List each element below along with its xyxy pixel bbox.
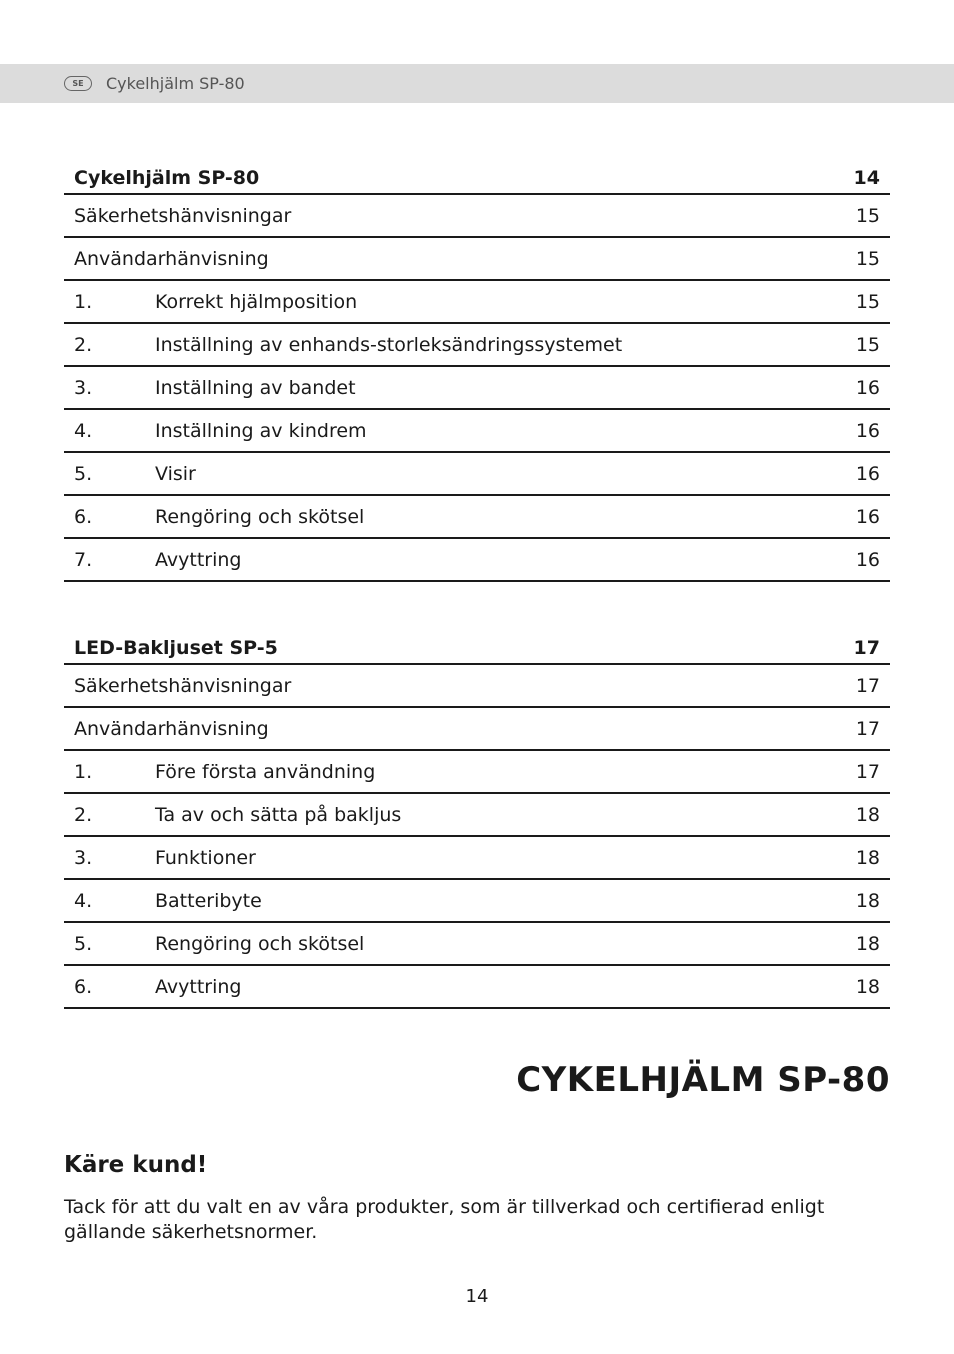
toc-entry-label: Inställning av enhands-storleksändringssystemet bbox=[155, 334, 623, 356]
toc-entry-page: 16 bbox=[855, 463, 880, 485]
toc-entry bbox=[64, 324, 890, 367]
toc-entry bbox=[64, 880, 890, 923]
toc-section-taillight bbox=[64, 625, 890, 1009]
toc-entry-page: 17 bbox=[855, 761, 880, 783]
toc-entry-label: Rengöring och skötsel bbox=[155, 506, 365, 528]
toc-entry bbox=[64, 837, 890, 880]
toc-entry-number: 1. bbox=[74, 291, 93, 313]
toc-entry-label: Inställning av bandet bbox=[155, 377, 356, 399]
toc-section-heading bbox=[64, 155, 890, 195]
toc-entry-page: 16 bbox=[855, 549, 880, 571]
toc-entry-page: 18 bbox=[855, 933, 880, 955]
toc-entry-label: Avyttring bbox=[155, 976, 242, 998]
toc-entry-number: 6. bbox=[74, 506, 93, 528]
toc-entry-page: 15 bbox=[855, 205, 880, 227]
toc-entry bbox=[64, 367, 890, 410]
toc-entry bbox=[64, 665, 890, 708]
toc-section-page: 17 bbox=[853, 637, 880, 659]
toc-entry bbox=[64, 453, 890, 496]
toc-entry bbox=[64, 410, 890, 453]
toc-entry-label: Rengöring och skötsel bbox=[155, 933, 365, 955]
greeting-heading: Käre kund! bbox=[64, 1152, 208, 1178]
toc-entry-number: 1. bbox=[74, 761, 93, 783]
toc-entry bbox=[64, 751, 890, 794]
toc-entry bbox=[64, 496, 890, 539]
toc-entry bbox=[64, 238, 890, 281]
toc-entry-label: Funktioner bbox=[155, 847, 256, 869]
toc-entry-label: Korrekt hjälmposition bbox=[155, 291, 358, 313]
toc-entry-page: 18 bbox=[855, 976, 880, 998]
toc-entry bbox=[64, 966, 890, 1009]
toc-entry-page: 18 bbox=[855, 847, 880, 869]
toc-entry-label: Före första användning bbox=[155, 761, 376, 783]
header-band bbox=[0, 64, 954, 103]
toc-section-title: Cykelhjälm SP-80 bbox=[74, 167, 260, 189]
toc-entry-number: 5. bbox=[74, 463, 93, 485]
toc-entry-number: 3. bbox=[74, 377, 93, 399]
toc-entry-label: Visir bbox=[155, 463, 196, 485]
toc-entry-number: 2. bbox=[74, 334, 93, 356]
toc-entry-page: 16 bbox=[855, 377, 880, 399]
toc-section-heading bbox=[64, 625, 890, 665]
toc-entry-page: 15 bbox=[855, 291, 880, 313]
toc-entry bbox=[64, 923, 890, 966]
toc-entry-number: 2. bbox=[74, 804, 93, 826]
toc-entry-label: Avyttring bbox=[155, 549, 242, 571]
page-number: 14 bbox=[465, 1286, 489, 1307]
toc-entry-page: 16 bbox=[855, 506, 880, 528]
toc-entry-number: 3. bbox=[74, 847, 93, 869]
toc-section-title: LED-Bakljuset SP-5 bbox=[74, 637, 278, 659]
section-title: CYKELHJÄLM SP-80 bbox=[516, 1060, 890, 1100]
toc-entry-label: Säkerhetshänvisningar bbox=[74, 205, 292, 227]
toc-entry-page: 18 bbox=[855, 804, 880, 826]
toc-entry-page: 18 bbox=[855, 890, 880, 912]
toc-entry-label: Batteribyte bbox=[155, 890, 262, 912]
toc-section-page: 14 bbox=[853, 167, 880, 189]
toc-entry bbox=[64, 794, 890, 837]
language-badge: SE bbox=[64, 76, 92, 91]
toc-entry-page: 15 bbox=[855, 248, 880, 270]
toc-entry bbox=[64, 281, 890, 324]
toc-entry bbox=[64, 539, 890, 582]
toc-entry-page: 17 bbox=[855, 675, 880, 697]
intro-paragraph: Tack för att du valt en av våra produkter, som är tillverkad och certifierad enligt gällande säkerhetsnormer. bbox=[64, 1196, 825, 1243]
toc-entry-page: 17 bbox=[855, 718, 880, 740]
toc-entry-label: Inställning av kindrem bbox=[155, 420, 367, 442]
toc-entry-label: Säkerhetshänvisningar bbox=[74, 675, 292, 697]
toc-entry-number: 6. bbox=[74, 976, 93, 998]
toc-entry-number: 4. bbox=[74, 890, 93, 912]
toc-entry-page: 15 bbox=[855, 334, 880, 356]
toc-entry-label: Användarhänvisning bbox=[74, 718, 269, 740]
toc-entry-number: 7. bbox=[74, 549, 93, 571]
toc-entry-page: 16 bbox=[855, 420, 880, 442]
toc-entry-number: 4. bbox=[74, 420, 93, 442]
toc-entry-label: Användarhänvisning bbox=[74, 248, 269, 270]
toc-section-helmet bbox=[64, 155, 890, 582]
toc-entry-number: 5. bbox=[74, 933, 93, 955]
header-title: Cykelhjälm SP-80 bbox=[106, 74, 245, 93]
toc-entry bbox=[64, 195, 890, 238]
toc-entry bbox=[64, 708, 890, 751]
toc-entry-label: Ta av och sätta på bakljus bbox=[155, 804, 402, 826]
